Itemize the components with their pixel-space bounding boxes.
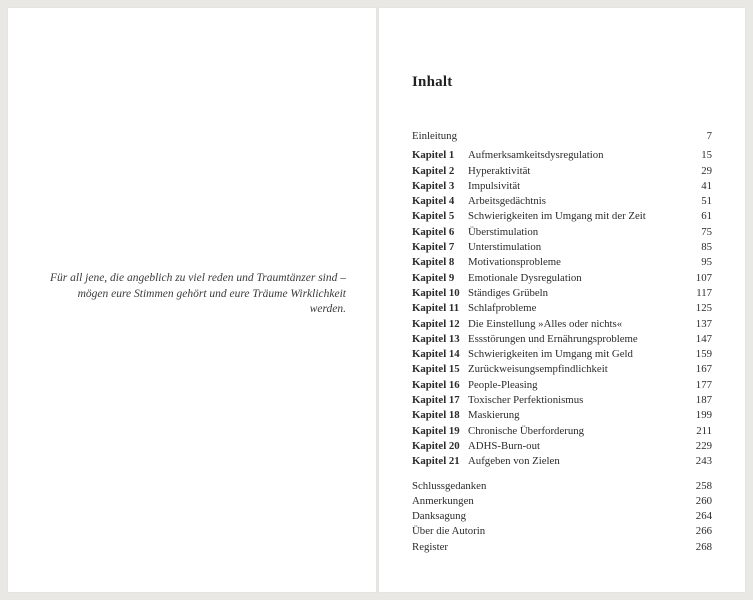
toc-chapter-row <box>412 148 712 163</box>
toc-entry-title: Aufmerksamkeitsdysregulation <box>468 149 604 162</box>
toc-entry-label: Kapitel 5 <box>412 210 455 223</box>
toc-back-matter <box>412 479 712 555</box>
toc-chapter-row <box>412 347 712 362</box>
toc-entry-row <box>412 524 712 539</box>
toc-entry-page: 258 <box>695 479 712 492</box>
toc-entry-page: 243 <box>695 455 712 468</box>
toc-chapter-row <box>412 209 712 224</box>
toc-chapter-row <box>412 271 712 286</box>
dedication-text: Für all jene, die angeblich zu viel reden und Traumtänzer sind – mögen eure Stimmen gehört und eure Träume Wirklichkeit werden. <box>50 272 346 316</box>
toc-entry-title: Ständiges Grübeln <box>468 286 549 299</box>
toc-entry-title: Schwierigkeiten im Umgang mit der Zeit <box>468 210 646 223</box>
toc-chapter-row <box>412 225 712 240</box>
toc-front-matter <box>412 129 712 144</box>
toc-chapter-row <box>412 317 712 332</box>
toc-entry-page: 75 <box>701 225 712 238</box>
toc-entry-page: 85 <box>701 241 712 254</box>
table-of-contents <box>379 8 745 555</box>
toc-entry-page: 167 <box>695 363 712 376</box>
toc-entry-label: Register <box>412 540 448 553</box>
toc-entry-label: Kapitel 16 <box>412 378 460 391</box>
toc-chapter-row <box>412 393 712 408</box>
toc-chapter-row <box>412 286 712 301</box>
toc-entry-page: 107 <box>695 271 712 284</box>
toc-entry-title: Arbeitsgedächtnis <box>468 195 546 208</box>
toc-entry-page: 229 <box>695 439 712 452</box>
toc-entry-title: Die Einstellung »Alles oder nichts« <box>468 317 623 330</box>
toc-entry-row <box>412 540 712 555</box>
page-right <box>379 8 745 592</box>
toc-entry-page: 51 <box>701 195 712 208</box>
toc-entry-page: 159 <box>695 348 712 361</box>
toc-entry-page: 117 <box>696 286 712 299</box>
toc-entry-title: Unterstimulation <box>468 241 542 254</box>
toc-chapter-row <box>412 240 712 255</box>
toc-entry-title: Maskierung <box>468 409 520 422</box>
toc-entry-label: Kapitel 19 <box>412 424 460 437</box>
toc-entry-page: 41 <box>701 179 712 192</box>
toc-entry-title: Überstimulation <box>468 225 539 238</box>
toc-entry-title: People-Pleasing <box>468 378 538 391</box>
toc-entry-title: Essstörungen und Ernährungsprobleme <box>468 332 638 345</box>
toc-entry-label: Kapitel 6 <box>412 225 455 238</box>
toc-entry-label: Kapitel 8 <box>412 256 455 269</box>
toc-entry-title: ADHS-Burn-out <box>468 439 540 452</box>
toc-entry-label: Kapitel 15 <box>412 363 460 376</box>
toc-entry-label: Schlussgedanken <box>412 479 487 492</box>
toc-entry-label: Einleitung <box>412 130 457 142</box>
toc-chapter-row <box>412 301 712 316</box>
toc-entry-row <box>412 494 712 509</box>
toc-chapter-row <box>412 439 712 454</box>
toc-entry-label: Kapitel 2 <box>412 164 455 177</box>
toc-entry-label: Kapitel 3 <box>412 179 455 192</box>
toc-entry-label: Kapitel 20 <box>412 439 460 452</box>
toc-entry-page: 264 <box>695 510 712 523</box>
toc-chapter-row <box>412 408 712 423</box>
toc-entry-page: 266 <box>695 525 712 538</box>
toc-entry-label: Kapitel 4 <box>412 195 455 208</box>
toc-chapter-row <box>412 362 712 377</box>
toc-entry-title: Zurückweisungsempfindlichkeit <box>468 363 608 376</box>
toc-entry-page: 137 <box>695 317 712 330</box>
toc-entry-title: Schlafprobleme <box>468 302 537 315</box>
toc-entry-row <box>412 509 712 524</box>
toc-entry-label: Kapitel 1 <box>412 149 455 162</box>
toc-entry-label: Kapitel 13 <box>412 332 460 345</box>
toc-entry-row <box>412 129 712 144</box>
toc-chapter-row <box>412 378 712 393</box>
toc-heading: Inhalt <box>412 74 453 90</box>
toc-entry-label: Über die Autorin <box>412 525 486 538</box>
toc-entry-page: 61 <box>701 210 712 223</box>
toc-entry-page: 268 <box>695 540 712 553</box>
toc-entry-label: Kapitel 9 <box>412 271 455 284</box>
toc-chapter-row <box>412 164 712 179</box>
toc-entry-page: 187 <box>695 394 712 407</box>
toc-entry-label: Kapitel 10 <box>412 286 460 299</box>
toc-entry-title: Aufgeben von Zielen <box>468 455 560 468</box>
toc-entry-row <box>412 479 712 494</box>
toc-entry-label: Danksagung <box>412 510 466 523</box>
toc-entry-title: Impulsivität <box>468 179 521 192</box>
toc-entry-page: 95 <box>701 256 712 269</box>
toc-entry-page: 199 <box>695 409 712 422</box>
toc-entry-label: Kapitel 14 <box>412 348 460 361</box>
toc-chapter-row <box>412 454 712 469</box>
toc-entry-page: 211 <box>696 424 712 437</box>
toc-entry-title: Chronische Überforderung <box>468 424 585 437</box>
toc-entry-page: 260 <box>695 494 712 507</box>
toc-entry-title: Motivationsprobleme <box>468 256 561 269</box>
toc-entry-label: Anmerkungen <box>412 494 474 507</box>
toc-entry-label: Kapitel 12 <box>412 317 460 330</box>
toc-entry-title: Hyperaktivität <box>468 164 531 177</box>
toc-entry-page: 7 <box>706 130 712 142</box>
toc-entry-title: Emotionale Dysregulation <box>468 271 582 284</box>
toc-entry-label: Kapitel 17 <box>412 394 460 407</box>
toc-entry-page: 147 <box>695 332 712 345</box>
toc-chapter-row <box>412 424 712 439</box>
page-left <box>8 8 376 592</box>
toc-chapter-row <box>412 194 712 209</box>
toc-chapter-row <box>412 332 712 347</box>
toc-chapter-row <box>412 255 712 270</box>
toc-entry-page: 29 <box>701 164 712 177</box>
toc-entry-page: 125 <box>695 302 712 315</box>
toc-entry-page: 15 <box>701 149 712 162</box>
toc-chapters <box>412 148 712 469</box>
toc-entry-label: Kapitel 21 <box>412 455 460 468</box>
toc-entry-page: 177 <box>695 378 712 391</box>
toc-entry-title: Toxischer Perfektionismus <box>468 394 584 407</box>
toc-entry-label: Kapitel 18 <box>412 409 460 422</box>
toc-entry-label: Kapitel 11 <box>412 302 460 315</box>
toc-entry-title: Schwierigkeiten im Umgang mit Geld <box>468 348 633 361</box>
toc-entry-label: Kapitel 7 <box>412 241 455 254</box>
toc-chapter-row <box>412 179 712 194</box>
